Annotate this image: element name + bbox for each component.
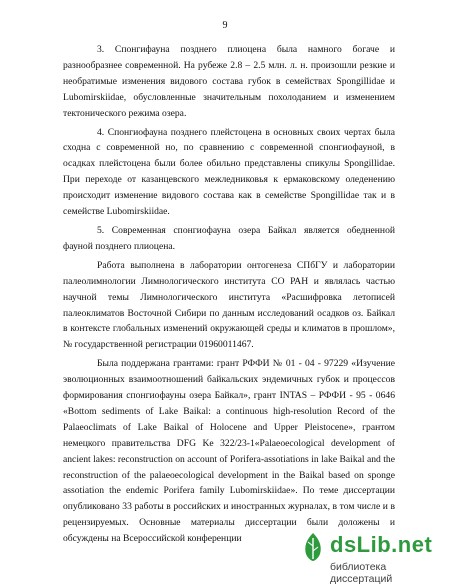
paragraph-conclusion-5: 5. Современная спонгиофауна озера Байкал является обедненной фауной позднего плиоцена. — [63, 224, 395, 252]
watermark-logo: dsLib.net — [330, 532, 433, 557]
paragraph-conclusion-3: 3. Спонгифауна позднего плиоцена была намного богаче и разнообразнее современной. На рубеже 2.8 – 2.5 млн. л. н. произошли резкие и необратимые изменения видового состава губок в семействах Spongillidae и Lubomirskiidae, обусловленные значительным похолоданием и изменением тектонического режима озера. — [63, 44, 395, 119]
paragraph-work-context: Работа выполнена в лаборатории онтогенеза СПбГУ и лаборатории палеолимнологии Лимнологического института СО РАН и являлась частью научной темы Лимнологического института «Расшифровка летописей палеоклиматов Восточной Сибири по данным исследований осадков оз. Байкал в контексте глобальных изменений окружающей среды и климатов в прошлом», № государственной регистрации 01960011467. — [63, 259, 395, 351]
watermark — [292, 528, 450, 585]
watermark-caption: библиотека диссертаций — [330, 561, 393, 585]
paragraph-conclusion-4: 4. Спонгиофауна позднего плейстоцена в основных своих чертах была сходна с современной но, по сравнению с современной спонгиофауной, в осадках плейстоцена были более обильно представлены спикулы Spongillidae. При переходе от казанцевского межледниковья к ермаковскому оледенению происходит изменение видового состава как в семействе Spongillidae так и в семействе Lubomirskiidae. — [63, 126, 395, 218]
page-number: 9 — [222, 20, 228, 31]
paragraph-grants: Была поддержана грантами: грант РФФИ № 01 - 04 - 97229 «Изучение эволюционных взаимоотношений байкальских эндемичных губок и процессов формирования спонгиофауны озера Байкал», грант INTAS – РФФИ - 95 - 0646 «Bottom sediments of Lake Baikal: a continuous high-resolution Record of the Palaeoclimats of Lake Baikal of Holocene and Upper Pleistocene», грантом немецкого правительства DFG Ke 322/23-1«Palaeoecological development of ancient lakes: reconstruction on account of Porifera-assotiations in lake Baikal and the reconstruction of the palaeoecological development in the Baikal based on sponge assotiation the endemic Porifera family Lubomirskiidae». По теме диссертации опубликовано 33 работы в российских и иностранных журналах, в том числе и в рецензируемых. Основные материалы диссертации были доложены и обсуждены на Всероссийской конференции — [63, 358, 395, 545]
body-text — [63, 42, 395, 550]
leaf-logo-icon — [302, 532, 324, 562]
